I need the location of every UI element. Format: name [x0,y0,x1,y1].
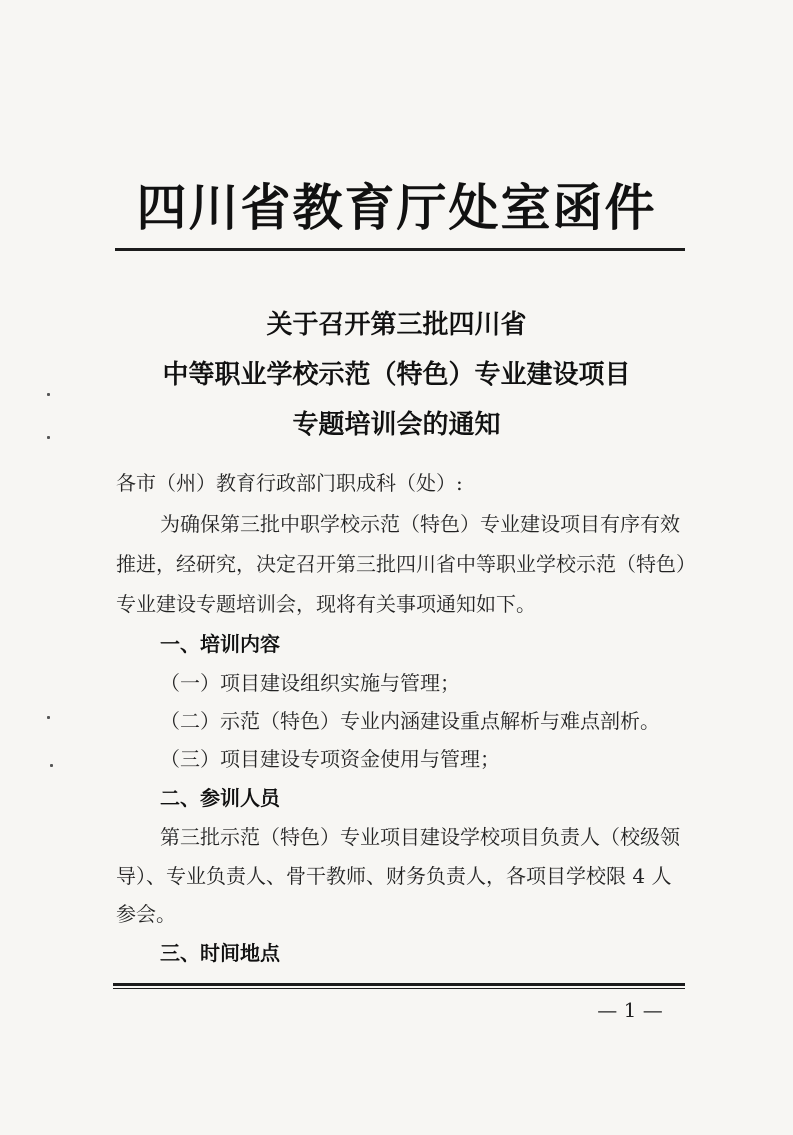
notice-title [0,300,793,450]
page-number: — 1 — [597,998,663,1022]
list-item: （一）项目建设组织实施与管理； [160,671,460,695]
title-line: 关于召开第三批四川省 [266,310,527,340]
participants-paragraph-line: 导）、专业负责人、骨干教师、财务负责人，各项目学校限 4 人 [116,864,672,888]
scan-speck [47,716,50,719]
letterhead-title: 四川省教育厅处室函件 [136,179,657,237]
section-heading-training-content: 一、培训内容 [160,632,280,656]
section-heading-time-place: 三、时间地点 [160,941,280,965]
list-item: （二）示范（特色）专业内涵建设重点解析与难点剖析。 [160,709,660,733]
footer-rule [113,983,685,986]
title-line: 中等职业学校示范（特色）专业建设项目 [162,360,631,390]
list-item: （三）项目建设专项资金使用与管理； [160,747,500,771]
scan-speck [50,764,53,767]
footer-rule-thin [113,988,685,989]
scan-speck [47,436,50,439]
participants-paragraph-line: 第三批示范（特色）专业项目建设学校项目负责人（校级领 [160,825,680,849]
letterhead-rule [115,248,685,251]
intro-paragraph-line: 推进，经研究，决定召开第三批四川省中等职业学校示范（特色） [116,552,696,576]
title-line: 专题培训会的通知 [292,410,501,440]
scan-speck [47,393,50,396]
intro-paragraph-line: 为确保第三批中职学校示范（特色）专业建设项目有序有效 [160,512,680,536]
section-heading-participants: 二、参训人员 [160,786,280,810]
participants-paragraph-line: 参会。 [116,902,176,926]
intro-paragraph-line: 专业建设专题培训会，现将有关事项通知如下。 [116,592,536,616]
salutation: 各市（州）教育行政部门职成科（处）: [116,471,463,495]
